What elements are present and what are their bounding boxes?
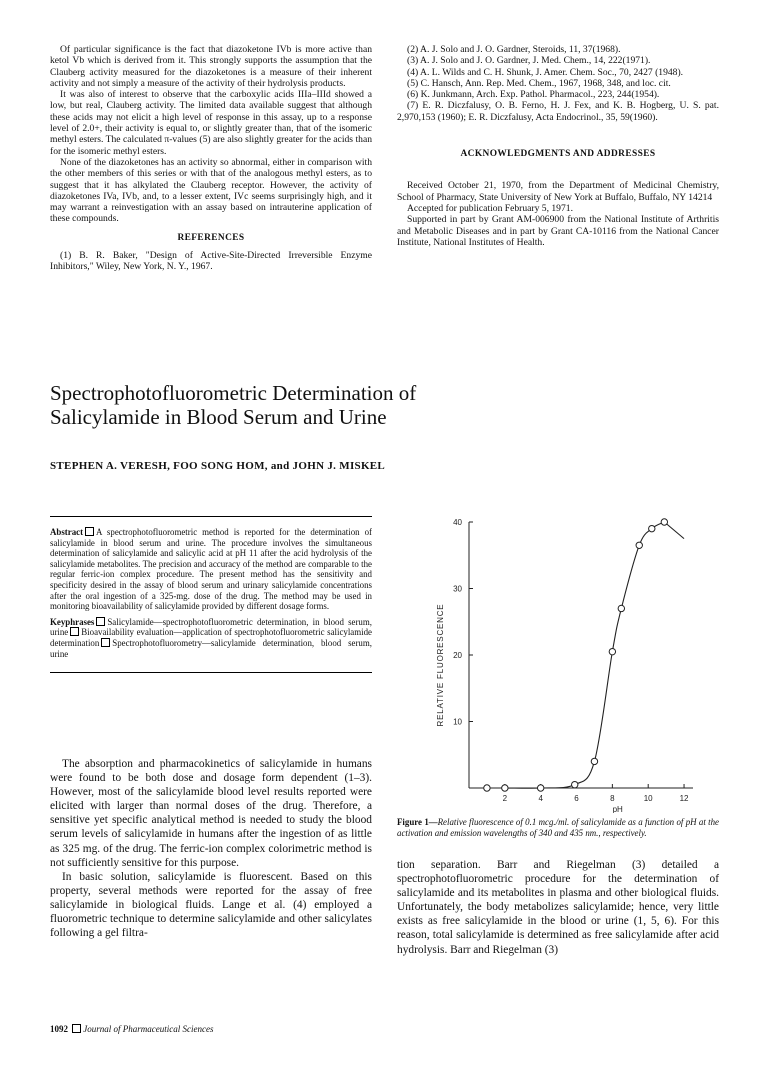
figure-1-chart <box>397 508 727 813</box>
data-point <box>502 785 508 791</box>
figure-label: Figure 1— <box>397 817 438 827</box>
acknowledgments-heading: ACKNOWLEDGMENTS AND ADDRESSES <box>460 149 656 160</box>
abstract-text: A spectrophotofluorometric method is reported for the determination of salicylamide in blood serum and urine. The procedure involves the simultaneous determination of salicylamide and salicylic acid at pH 11 after the acid hydrolysis of the salicylamide metabolites. The precision and accuracy of the method are comparable to the regular ferric-ion complex procedure. The present method has the sensitivity and specificity desired in the assay of blood serum and urinary salicylamide concentrations after the oral ingestion of a 325-mg. dose of the drug. The method may be used in monitoring bioavailability of salicylamide provided by different dosage forms. <box>50 527 372 612</box>
y-tick-label: 10 <box>453 717 462 727</box>
data-point <box>484 785 490 791</box>
page-footer <box>50 1024 213 1034</box>
data-point <box>661 519 667 525</box>
fluorescence-curve <box>487 522 684 788</box>
ack-received: Received October 21, 1970, from the Department of Medicinal Chemistry, School of Pharmacy, State University of New York at Buffalo, Buffalo, NY 14214 <box>397 180 719 203</box>
paragraph: It was also of interest to observe that the carboxylic acids IIIa–IIId showed a low, but real, Clauberg activity. The limited data available suggest that although these acids may not elicit a high level of response in this assay, up to a response level of 2.0+, their activity is equal to, or slightly greater than, that of the isomeric methyl esters. The calculated π-values (5) are also slightly greater for the acids than for the isomeric methyl esters. <box>50 89 372 157</box>
top-right-column <box>397 44 719 248</box>
reference-item: (2) A. J. Solo and J. O. Gardner, Steroids, 11, 37(1968). <box>407 44 621 55</box>
data-point <box>609 648 615 654</box>
article-authors: STEPHEN A. VERESH, FOO SONG HOM, and JOHN J. MISKEL <box>50 460 386 472</box>
data-point <box>636 542 642 548</box>
x-axis-label: pH <box>612 805 623 813</box>
y-axis-label: RELATIVE FLUORESCENCE <box>436 603 445 727</box>
y-tick-label: 30 <box>453 584 462 594</box>
data-point <box>591 758 597 764</box>
caption-text: Relative fluorescence of 0.1 mcg./ml. of salicylamide as a function of pH at the activation and emission wavelengths of 340 and 435 nm., respectively. <box>397 817 719 838</box>
page-number: 1092 <box>50 1024 68 1034</box>
article-title: Spectrophotofluorometric Determination of Salicylamide in Blood Serum and Urine <box>50 381 417 429</box>
box-icon <box>70 627 79 636</box>
box-icon <box>72 1024 81 1033</box>
y-tick-label: 40 <box>453 518 462 527</box>
references-heading: REFERENCES <box>177 232 245 243</box>
reference-item: (6) K. Junkmann, Arch. Exp. Pathol. Pharmacol., 223, 244(1954). <box>407 89 660 101</box>
x-tick-label: 8 <box>610 794 615 803</box>
data-point <box>649 525 655 531</box>
x-tick-label: 6 <box>574 794 579 803</box>
body-paragraph: tion separation. Barr and Riegelman (3) detailed a spectrophotofluorometric procedure for the determination of salicylamide and its metabolites in plasma and other biological fluids. Unfortunately, the body metabolizes salicylamide; hence, very little exists as free salicylamide in the blood or urine (1, 5, 6). For this reason, total salicylamide is determined as free salicylamide after acid hydrolysis. Barr and Riegelman (3) <box>397 859 719 956</box>
reference-item: (7) E. R. Diczfalusy, O. B. Ferno, H. J. Fex, and K. B. Hogberg, U. S. pat. 2,970,153 (1960); E. R. Diczfalusy, Acta Endocrinol., 35, 59(1960). <box>397 100 719 123</box>
x-tick-label: 12 <box>679 794 689 803</box>
keyphrase: Salicylamide—spectrophotofluorometric determination, in blood serum, urine <box>50 616 372 638</box>
body-paragraph: The absorption and pharmacokinetics of salicylamide in humans were found to be both dose and dosage form dependent (1–3). However, most of the salicylamide blood level results reported were elicited with larger than normal doses of the drug. Therefore, a sensitive yet specific analytical method is needed to study the blood serum levels of salicylamide in humans after the ingestion of as little as 325 mg. of the drug. The ferric-ion complex colorimetric method is not sufficiently sensitive for this purpose. <box>50 758 372 869</box>
top-left-column <box>50 44 372 273</box>
reference-item: (3) A. J. Solo and J. O. Gardner, J. Med. Chem., 14, 222(1971). <box>407 55 651 67</box>
ack-support: Supported in part by Grant AM-006900 from the National Institute of Arthritis and Metabolic Diseases and in part by Grant CA-10116 from the National Cancer Institute, National Institutes of Health. <box>397 214 719 248</box>
reference-item: (1) B. R. Baker, "Design of Active-Site-Directed Irreversible Enzyme Inhibitors," Wiley, New York, N. Y., 1967. <box>50 250 372 273</box>
body-right-column <box>397 858 719 957</box>
reference-item: (5) C. Hansch, Ann. Rep. Med. Chem., 1967, 1968, 348, and loc. cit. <box>407 77 671 89</box>
chart-marks <box>484 519 684 791</box>
abstract-box <box>50 516 372 673</box>
data-point <box>572 781 578 787</box>
box-icon <box>101 638 110 647</box>
x-tick-label: 4 <box>538 794 543 803</box>
box-icon <box>96 617 105 626</box>
data-point <box>537 785 543 791</box>
keyphrase: Bioavailability evaluation—application of spectrophotofluorometric salicylamide determination <box>50 627 372 648</box>
y-tick-label: 20 <box>453 651 462 660</box>
ack-accepted: Accepted for publication February 5, 1971. <box>407 202 573 214</box>
x-tick-label: 10 <box>643 794 653 803</box>
keyphrase: Spectrophotofluorometry—salicylamide determination, blood serum, urine <box>50 637 372 659</box>
abstract-label: Abstract <box>50 527 84 537</box>
journal-name: Journal of Pharmaceutical Sciences <box>83 1024 214 1034</box>
x-tick-label: 2 <box>502 794 508 803</box>
box-icon <box>85 527 94 536</box>
paragraph: Of particular significance is the fact that diazoketone IVb is more active than ketol Vb which is derived from it. This strongly supports the assumption that the Clauberg activity measured for the diazoketones is a measure of their inherent activity and not simply a measure of the activity of their hydrolysis products. <box>50 44 372 89</box>
figure-caption <box>397 817 719 838</box>
chart-axes <box>436 518 693 813</box>
data-point <box>618 605 624 611</box>
body-paragraph: In basic solution, salicylamide is fluorescent. Based on this property, several methods were reported for the assay of free salicylamide in biological fluids. Lange et al. (4) employed a fluorometric technique to determine salicylamide and other salicylates following a gel filtra- <box>50 870 372 940</box>
keyphrases-label: Keyphrases <box>50 616 95 627</box>
reference-item: (4) A. L. Wilds and C. H. Shunk, J. Amer. Chem. Soc., 70, 2427 (1948). <box>407 66 684 78</box>
paragraph: None of the diazoketones has an activity so abnormal, either in comparison with the other members of this series or with that of the analogous methyl esters, as to suggest that it has alkylated the Clauberg receptor. However, the activity of diazoketones IVa, IVb, and, to a lesser extent, IVc seems surprisingly high, and it may warrant a reinvestigation with an assay based on intrauterine application of these compounds. <box>50 156 372 225</box>
body-left-column <box>50 757 372 940</box>
